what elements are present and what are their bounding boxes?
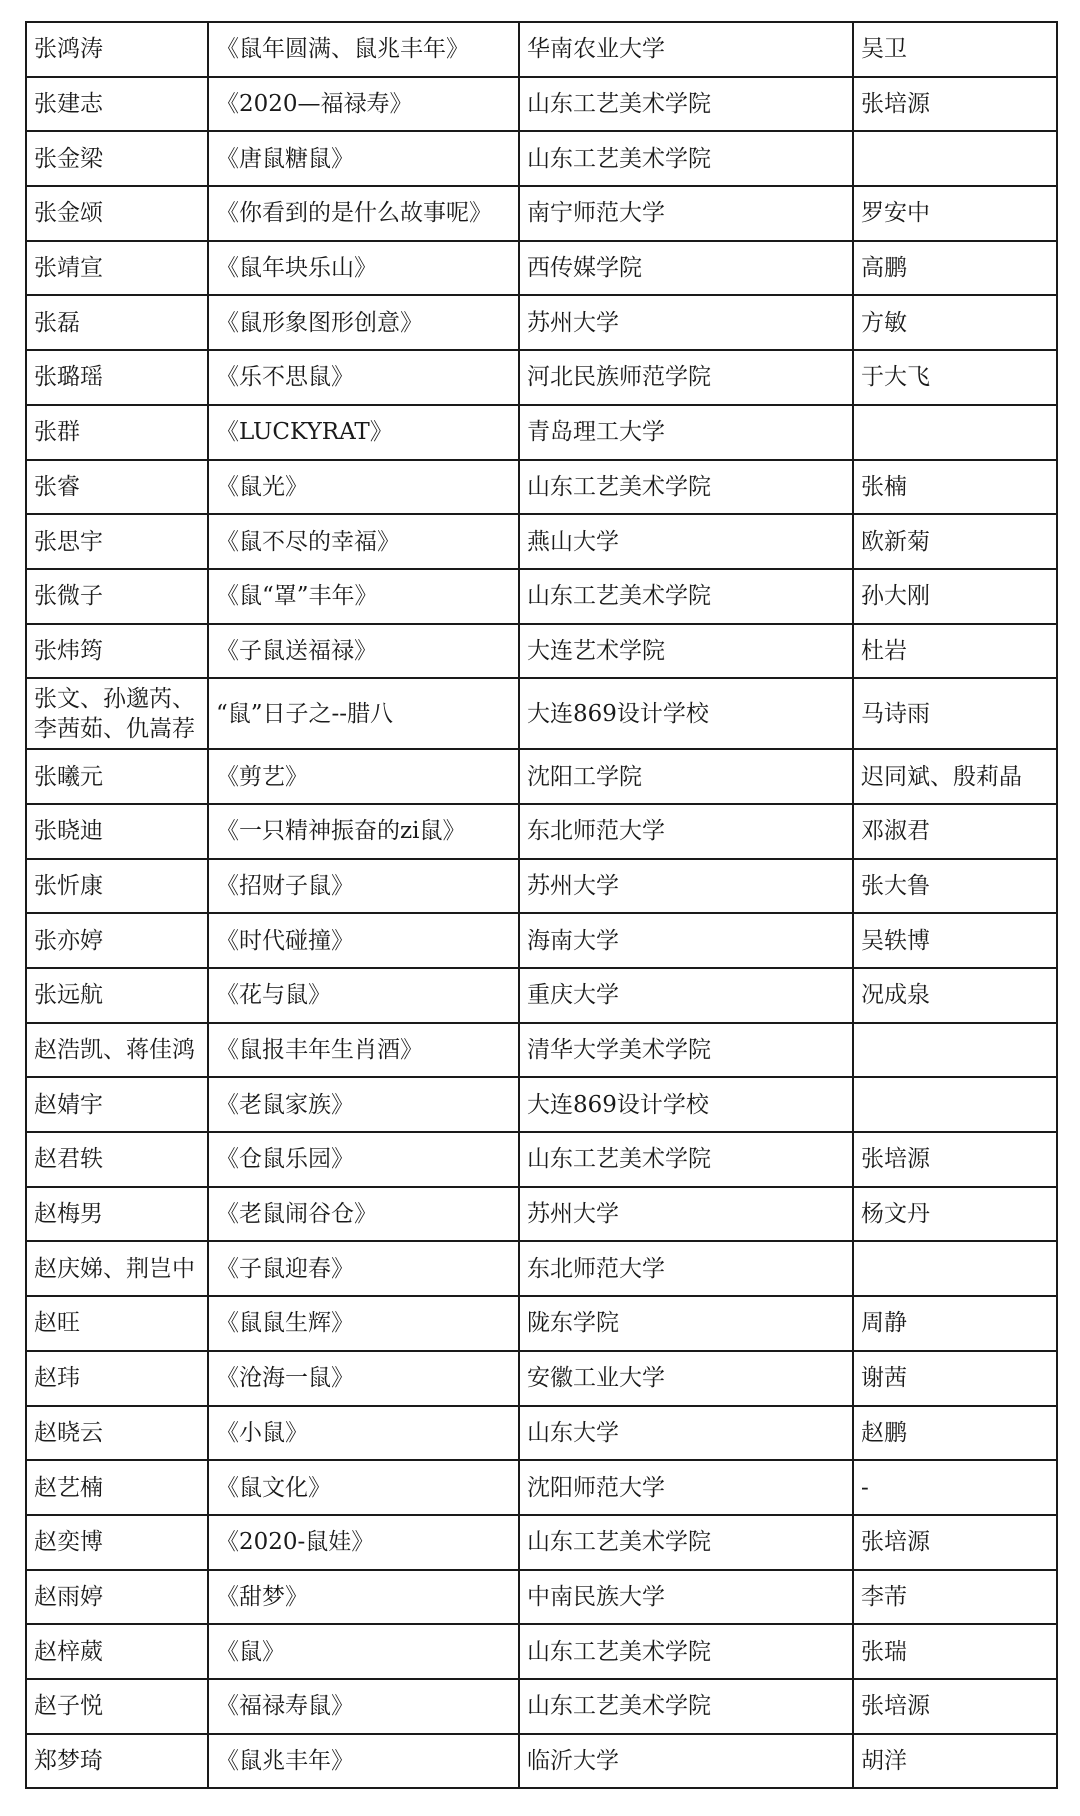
- work-title-cell: 《鼠光》: [208, 460, 519, 515]
- table-row: [26, 405, 1057, 460]
- advisor-cell: 张培源: [853, 77, 1057, 132]
- student-name-cell: 赵艺楠: [26, 1460, 208, 1515]
- school-cell: 山东工艺美术学院: [519, 1679, 853, 1734]
- school-cell: 临沂大学: [519, 1734, 853, 1789]
- table-row: [26, 295, 1057, 350]
- student-name-cell: 赵晓云: [26, 1406, 208, 1461]
- student-name-cell: 赵玮: [26, 1351, 208, 1406]
- advisor-cell: 迟同斌、殷莉晶: [853, 749, 1057, 804]
- school-cell: 山东工艺美术学院: [519, 77, 853, 132]
- school-cell: 东北师范大学: [519, 1241, 853, 1296]
- table-row: [26, 1241, 1057, 1296]
- table-row: [26, 460, 1057, 515]
- table-row: [26, 1624, 1057, 1679]
- school-cell: 华南农业大学: [519, 22, 853, 77]
- advisor-cell: 吴卫: [853, 22, 1057, 77]
- student-name-cell: 张睿: [26, 460, 208, 515]
- student-name-cell: 赵梓葳: [26, 1624, 208, 1679]
- student-name-cell: 赵旺: [26, 1296, 208, 1351]
- work-title-cell: 《一只精神振奋的zi鼠》: [208, 804, 519, 859]
- advisor-cell: 罗安中: [853, 186, 1057, 241]
- advisor-cell: 吴轶博: [853, 913, 1057, 968]
- work-title-cell: 《鼠文化》: [208, 1460, 519, 1515]
- table-row: [26, 131, 1057, 186]
- advisor-cell: 杜岩: [853, 624, 1057, 679]
- advisor-cell: 张培源: [853, 1515, 1057, 1570]
- table-row: [26, 350, 1057, 405]
- work-title-cell: 《鼠“罩”丰年》: [208, 569, 519, 624]
- table-row: [26, 804, 1057, 859]
- work-title-cell: 《老鼠家族》: [208, 1077, 519, 1132]
- school-cell: 山东工艺美术学院: [519, 569, 853, 624]
- student-name-cell: 赵君轶: [26, 1132, 208, 1187]
- table-row: [26, 1460, 1057, 1515]
- advisor-cell: 谢茜: [853, 1351, 1057, 1406]
- work-title-cell: 《鼠形象图形创意》: [208, 295, 519, 350]
- work-title-cell: 《甜梦》: [208, 1570, 519, 1625]
- school-cell: 燕山大学: [519, 514, 853, 569]
- work-title-cell: 《鼠年圆满、鼠兆丰年》: [208, 22, 519, 77]
- work-title-cell: 《你看到的是什么故事呢》: [208, 186, 519, 241]
- advisor-cell: 张大鲁: [853, 859, 1057, 914]
- advisor-cell: 方敏: [853, 295, 1057, 350]
- table-row: [26, 913, 1057, 968]
- work-title-cell: 《鼠年块乐山》: [208, 241, 519, 296]
- table-row: [26, 1515, 1057, 1570]
- student-name-cell: 张微子: [26, 569, 208, 624]
- student-name-cell: 张磊: [26, 295, 208, 350]
- table-row: [26, 1679, 1057, 1734]
- advisor-cell: 张瑞: [853, 1624, 1057, 1679]
- student-name-cell: 张文、孙邈芮、李茜茹、仇嵩荐: [26, 678, 208, 749]
- advisor-cell: 张培源: [853, 1132, 1057, 1187]
- student-name-cell: 张炜筠: [26, 624, 208, 679]
- advisor-cell: 孙大刚: [853, 569, 1057, 624]
- table-row: [26, 1351, 1057, 1406]
- table-row: [26, 968, 1057, 1023]
- school-cell: 河北民族师范学院: [519, 350, 853, 405]
- student-name-cell: 张金颂: [26, 186, 208, 241]
- work-title-cell: 《唐鼠糖鼠》: [208, 131, 519, 186]
- school-cell: 清华大学美术学院: [519, 1023, 853, 1078]
- table-row: [26, 1570, 1057, 1625]
- advisor-cell: [853, 1077, 1057, 1132]
- school-cell: 安徽工业大学: [519, 1351, 853, 1406]
- work-title-cell: 《鼠不尽的幸福》: [208, 514, 519, 569]
- advisor-cell: 赵鹏: [853, 1406, 1057, 1461]
- school-cell: 苏州大学: [519, 1187, 853, 1242]
- student-name-cell: 张建志: [26, 77, 208, 132]
- student-name-cell: 张忻康: [26, 859, 208, 914]
- school-cell: 山东工艺美术学院: [519, 1515, 853, 1570]
- table-body: [26, 22, 1057, 1788]
- table-row: [26, 1734, 1057, 1789]
- school-cell: 重庆大学: [519, 968, 853, 1023]
- student-name-cell: 赵浩凯、蒋佳鸿: [26, 1023, 208, 1078]
- school-cell: 东北师范大学: [519, 804, 853, 859]
- table-row: [26, 1406, 1057, 1461]
- student-name-cell: 张鸿涛: [26, 22, 208, 77]
- work-title-cell: 《花与鼠》: [208, 968, 519, 1023]
- school-cell: 苏州大学: [519, 295, 853, 350]
- advisor-cell: -: [853, 1460, 1057, 1515]
- school-cell: 山东工艺美术学院: [519, 1132, 853, 1187]
- student-name-cell: 赵婧宇: [26, 1077, 208, 1132]
- advisor-cell: 况成泉: [853, 968, 1057, 1023]
- work-title-cell: 《剪艺》: [208, 749, 519, 804]
- school-cell: 青岛理工大学: [519, 405, 853, 460]
- advisor-cell: 李芾: [853, 1570, 1057, 1625]
- table-row: [26, 1023, 1057, 1078]
- table-row: [26, 186, 1057, 241]
- school-cell: 苏州大学: [519, 859, 853, 914]
- student-name-cell: 赵庆娣、荆岂中: [26, 1241, 208, 1296]
- work-title-cell: “鼠”日子之--腊八: [208, 678, 519, 749]
- work-title-cell: 《2020—福禄寿》: [208, 77, 519, 132]
- work-title-cell: 《沧海一鼠》: [208, 1351, 519, 1406]
- student-name-cell: 张远航: [26, 968, 208, 1023]
- table-row: [26, 678, 1057, 749]
- advisor-cell: 于大飞: [853, 350, 1057, 405]
- work-title-cell: 《仓鼠乐园》: [208, 1132, 519, 1187]
- advisor-cell: [853, 131, 1057, 186]
- work-title-cell: 《老鼠闹谷仓》: [208, 1187, 519, 1242]
- student-name-cell: 张璐瑶: [26, 350, 208, 405]
- student-name-cell: 张亦婷: [26, 913, 208, 968]
- advisor-cell: 张楠: [853, 460, 1057, 515]
- work-title-cell: 《LUCKYRAT》: [208, 405, 519, 460]
- table-row: [26, 1187, 1057, 1242]
- student-name-cell: 赵雨婷: [26, 1570, 208, 1625]
- table-row: [26, 77, 1057, 132]
- table-row: [26, 1296, 1057, 1351]
- school-cell: 山东工艺美术学院: [519, 1624, 853, 1679]
- table-row: [26, 22, 1057, 77]
- table-row: [26, 569, 1057, 624]
- table-row: [26, 241, 1057, 296]
- advisor-cell: 张培源: [853, 1679, 1057, 1734]
- school-cell: 西传媒学院: [519, 241, 853, 296]
- table-row: [26, 514, 1057, 569]
- school-cell: 山东工艺美术学院: [519, 460, 853, 515]
- advisor-cell: [853, 405, 1057, 460]
- advisor-cell: 欧新菊: [853, 514, 1057, 569]
- table-row: [26, 749, 1057, 804]
- school-cell: 大连艺术学院: [519, 624, 853, 679]
- work-title-cell: 《小鼠》: [208, 1406, 519, 1461]
- advisor-cell: [853, 1023, 1057, 1078]
- school-cell: 中南民族大学: [519, 1570, 853, 1625]
- school-cell: 山东工艺美术学院: [519, 131, 853, 186]
- school-cell: 南宁师范大学: [519, 186, 853, 241]
- school-cell: 沈阳工学院: [519, 749, 853, 804]
- student-name-cell: 张晓迪: [26, 804, 208, 859]
- advisor-cell: 周静: [853, 1296, 1057, 1351]
- work-title-cell: 《子鼠迎春》: [208, 1241, 519, 1296]
- student-name-cell: 张曦元: [26, 749, 208, 804]
- advisor-cell: 马诗雨: [853, 678, 1057, 749]
- table-row: [26, 624, 1057, 679]
- advisor-cell: 杨文丹: [853, 1187, 1057, 1242]
- work-title-cell: 《鼠报丰年生肖酒》: [208, 1023, 519, 1078]
- work-title-cell: 《时代碰撞》: [208, 913, 519, 968]
- school-cell: 大连869设计学校: [519, 1077, 853, 1132]
- work-title-cell: 《鼠》: [208, 1624, 519, 1679]
- table-row: [26, 859, 1057, 914]
- work-title-cell: 《子鼠送福禄》: [208, 624, 519, 679]
- work-title-cell: 《乐不思鼠》: [208, 350, 519, 405]
- student-name-cell: 张金梁: [26, 131, 208, 186]
- student-name-cell: 郑梦琦: [26, 1734, 208, 1789]
- student-name-cell: 张思宇: [26, 514, 208, 569]
- work-title-cell: 《鼠鼠生辉》: [208, 1296, 519, 1351]
- advisor-cell: 高鹏: [853, 241, 1057, 296]
- work-title-cell: 《鼠兆丰年》: [208, 1734, 519, 1789]
- student-name-cell: 张群: [26, 405, 208, 460]
- student-name-cell: 赵梅男: [26, 1187, 208, 1242]
- work-title-cell: 《福禄寿鼠》: [208, 1679, 519, 1734]
- advisor-cell: 胡洋: [853, 1734, 1057, 1789]
- award-list-table: [25, 21, 1058, 1789]
- table-row: [26, 1077, 1057, 1132]
- table-row: [26, 1132, 1057, 1187]
- school-cell: 陇东学院: [519, 1296, 853, 1351]
- student-name-cell: 赵子悦: [26, 1679, 208, 1734]
- school-cell: 海南大学: [519, 913, 853, 968]
- work-title-cell: 《招财子鼠》: [208, 859, 519, 914]
- advisor-cell: [853, 1241, 1057, 1296]
- school-cell: 山东大学: [519, 1406, 853, 1461]
- student-name-cell: 张靖宣: [26, 241, 208, 296]
- student-name-cell: 赵奕博: [26, 1515, 208, 1570]
- school-cell: 沈阳师范大学: [519, 1460, 853, 1515]
- school-cell: 大连869设计学校: [519, 678, 853, 749]
- work-title-cell: 《2020-鼠娃》: [208, 1515, 519, 1570]
- advisor-cell: 邓淑君: [853, 804, 1057, 859]
